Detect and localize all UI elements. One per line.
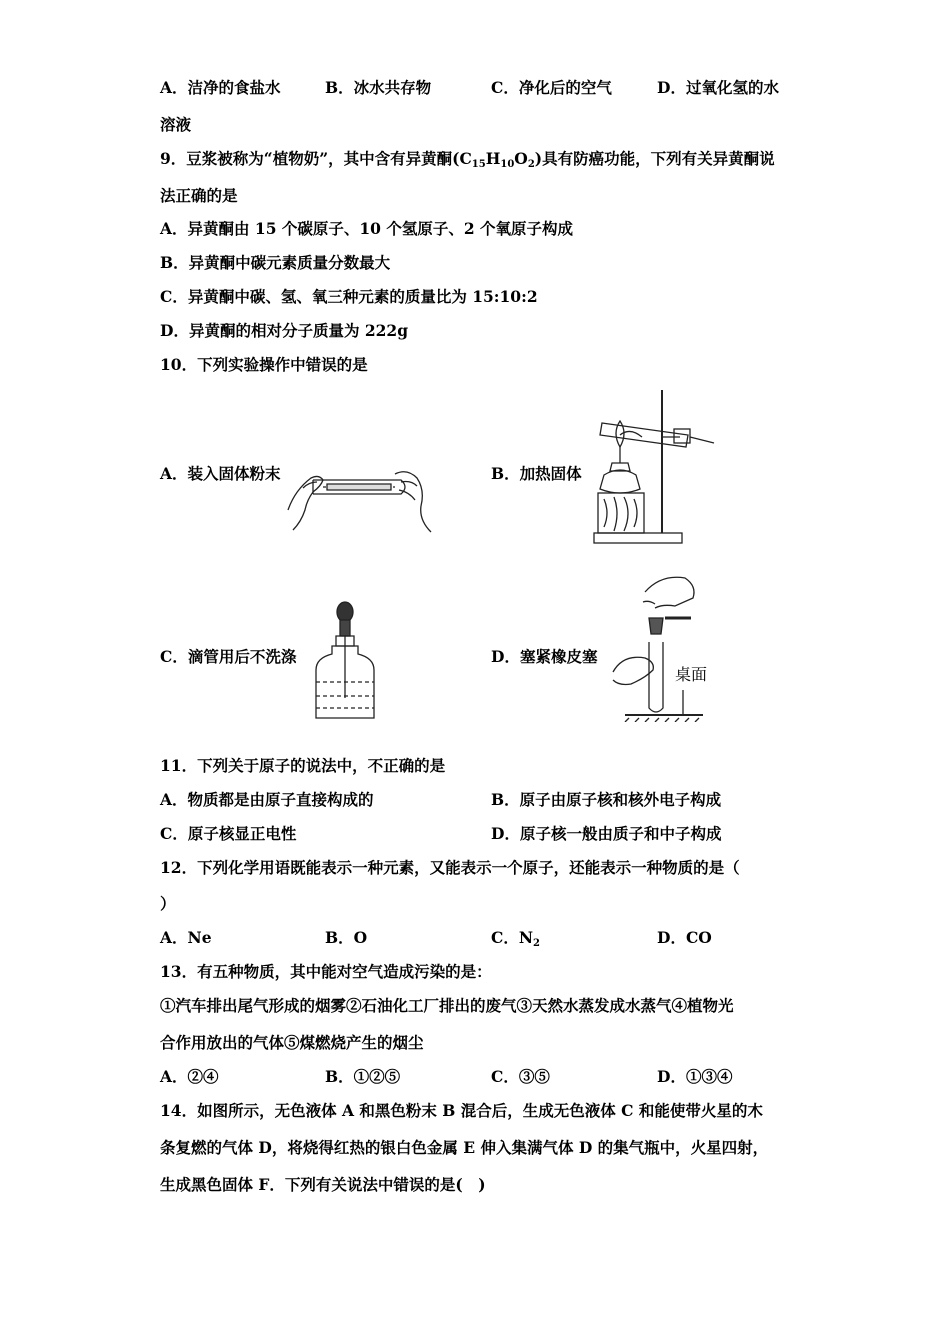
q10-option-b: B．加热固体 xyxy=(491,464,582,483)
figure-d-desk-label: 桌面 xyxy=(675,665,708,684)
q12-option-d: D．CO xyxy=(657,928,712,947)
q13-option-d: D．①③④ xyxy=(657,1067,733,1086)
q10-option-a: A．装入固体粉末 xyxy=(160,464,281,483)
q8-option-d: D．过氧化氢的水 xyxy=(657,78,779,97)
q9-option-b: B．异黄酮中碳元素质量分数最大 xyxy=(160,253,391,272)
figure-a-loading-powder xyxy=(283,460,438,535)
q10-stem: 10．下列实验操作中错误的是 xyxy=(160,355,368,374)
q8-option-a: A．洁净的食盐水 xyxy=(160,78,281,97)
q9-option-a: A．异黄酮由 15 个碳原子、10 个氢原子、2 个氧原子构成 xyxy=(160,219,574,238)
q10-option-c: C．滴管用后不洗涤 xyxy=(160,647,297,666)
q9-stem: 9．豆浆被称为“植物奶”，其中含有异黄酮$(C_{15}H_{10}O_2)$具有防癌功能，下列有关异黄酮说 xyxy=(160,149,775,170)
q11-option-d: D．原子核一般由质子和中子构成 xyxy=(491,824,722,843)
q11-option-c: C．原子核显正电性 xyxy=(160,824,297,843)
q13-line1: ①汽车排出尾气形成的烟雾②石油化工厂排出的废气③天然水蒸发成水蒸气④植物光 xyxy=(160,996,734,1015)
q13-line2: 合作用放出的气体⑤煤燃烧产生的烟尘 xyxy=(160,1033,424,1052)
q12-stem-line2: ） xyxy=(160,894,176,913)
q13-option-b: B．①②⑤ xyxy=(325,1067,401,1086)
q13-stem: 13．有五种物质，其中能对空气造成污染的是： xyxy=(160,962,492,981)
q12-option-a: A．Ne xyxy=(160,928,212,947)
q11-option-a: A．物质都是由原子直接构成的 xyxy=(160,790,374,809)
q12-stem: 12．下列化学用语既能表示一种元素，又能表示一个原子，还能表示一种物质的是（ xyxy=(160,858,740,877)
figure-d-inserting-stopper xyxy=(605,572,707,722)
q13-option-a: A．②④ xyxy=(160,1067,219,1086)
q9-option-c: C．异黄酮中碳、氢、氧三种元素的质量比为 15:10:2 xyxy=(160,287,538,306)
q10-option-d: D．塞紧橡皮塞 xyxy=(491,647,598,666)
q14-line2: 条复燃的气体 D，将烧得红热的银白色金属 E 伸入集满气体 D 的集气瓶中，火星四射， xyxy=(160,1138,769,1157)
q12-option-c: C．$N_2$ xyxy=(491,928,540,949)
q14-line1: 14．如图所示，无色液体 A 和黑色粉末 B 混合后，生成无色液体 C 和能使带火星的木 xyxy=(160,1101,763,1120)
q13-option-c: C．③⑤ xyxy=(491,1067,550,1086)
q14-line3: 生成黑色固体 F．下列有关说法中错误的是( ) xyxy=(160,1175,486,1194)
q9-stem-line2: 法正确的是 xyxy=(160,186,238,205)
q8-option-d-continuation: 溶液 xyxy=(160,115,192,134)
q9-option-d: D．异黄酮的相对分子质量为 222g xyxy=(160,321,409,340)
q11-stem: 11．下列关于原子的说法中，不正确的是 xyxy=(160,756,446,775)
figure-c-dropper-bottle xyxy=(312,600,382,725)
q12-option-b: B．O xyxy=(325,928,368,947)
q8-option-c: C．净化后的空气 xyxy=(491,78,612,97)
q8-option-b: B．冰水共存物 xyxy=(325,78,432,97)
q11-option-b: B．原子由原子核和核外电子构成 xyxy=(491,790,722,809)
figure-b-heating-solid xyxy=(590,385,720,547)
